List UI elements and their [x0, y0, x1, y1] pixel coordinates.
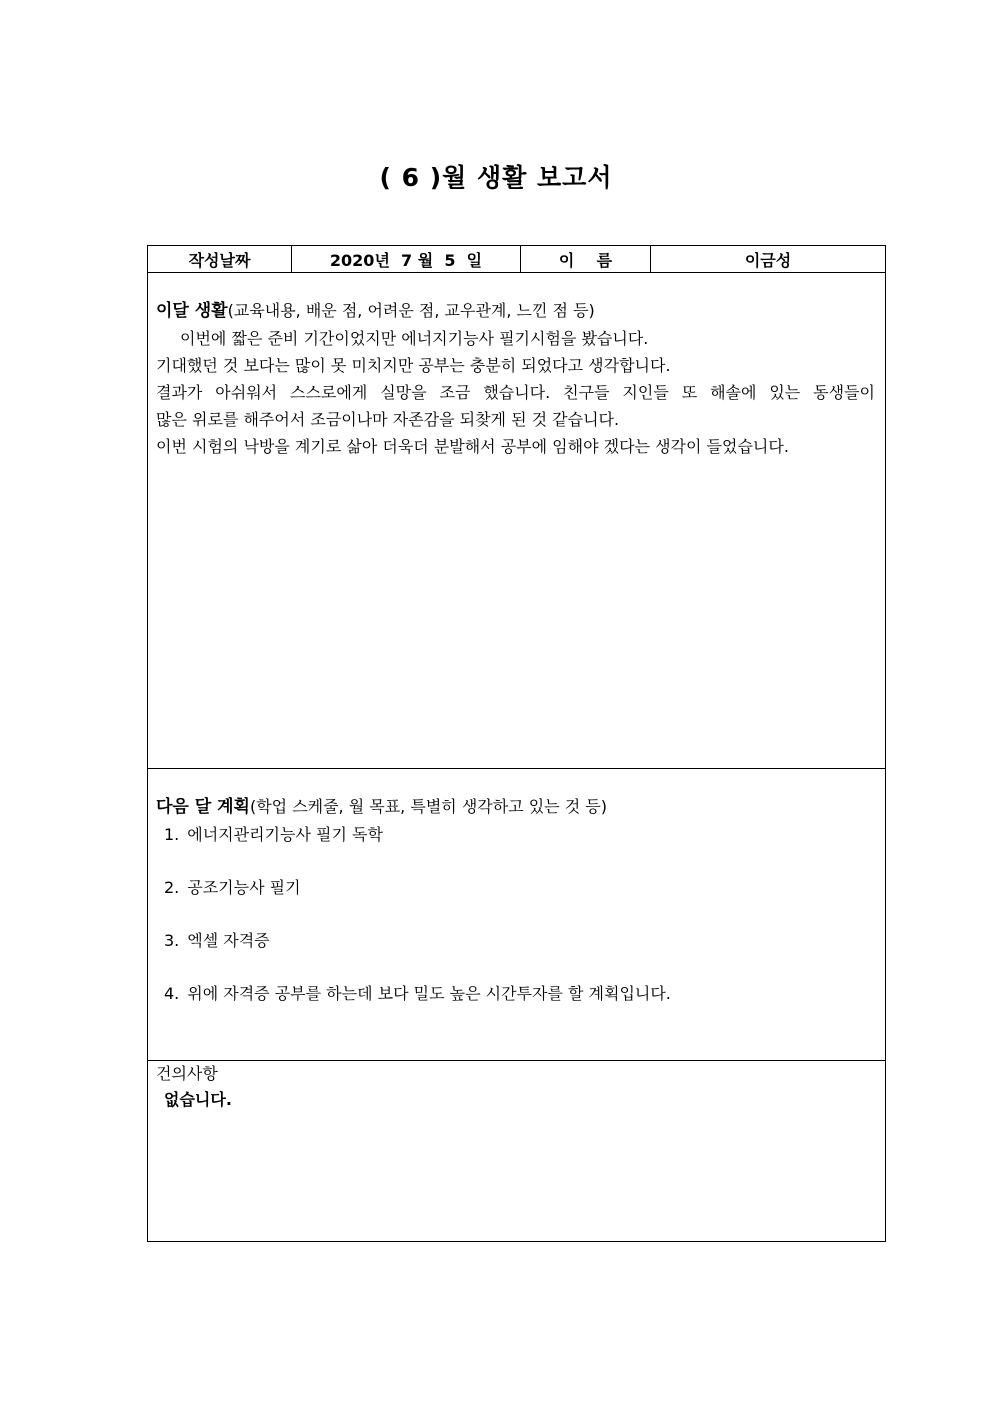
name-value: 이금성: [651, 246, 886, 273]
plan-list: [156, 821, 875, 1007]
plan-item-text: 공조기능사 필기: [187, 878, 301, 897]
report-table: [147, 245, 886, 1242]
plan-item-text: 에너지관리기능사 필기 독학: [187, 825, 383, 844]
suggestions-row: [148, 1061, 886, 1242]
next-month-section: [148, 769, 886, 1061]
this-month-line-2: 기대했던 것 보다는 많이 못 미치지만 공부는 충분히 되었다고 생각합니다.: [156, 356, 671, 375]
this-month-section: [148, 273, 886, 769]
next-month-row: [148, 769, 886, 1061]
this-month-line-5: 이번 시험의 낙방을 계기로 삶아 더욱더 분발해서 공부에 임해야 겠다는 생각이 들었습니다.: [156, 437, 789, 456]
plan-item-text: 위에 자격증 공부를 하는데 보다 밀도 높은 시간투자를 할 계획입니다.: [187, 984, 671, 1003]
this-month-heading: 이달 생활: [156, 301, 228, 321]
this-month-line-3: 결과가 아쉬워서 스스로에게 실망을 조금 했습니다. 친구들 지인들 또 해솔에 있는 동생들이: [156, 383, 875, 402]
next-month-hint: (학업 스케줄, 월 목표, 특별히 생각하고 있는 것 등): [249, 797, 607, 816]
plan-item-number: 1.: [164, 825, 180, 844]
suggestions-value: 없습니다.: [164, 1090, 232, 1109]
suggestions-section: [148, 1061, 886, 1242]
plan-item: [164, 874, 875, 901]
plan-item: [164, 980, 875, 1007]
plan-item-number: 3.: [164, 931, 180, 950]
next-month-heading: 다음 달 계획: [156, 797, 250, 817]
date-value: 2020년 7 월 5 일: [292, 246, 521, 273]
header-row: [148, 246, 886, 273]
date-label: 작성날짜: [148, 246, 292, 273]
name-label: 이 름: [521, 246, 651, 273]
plan-item-number: 4.: [164, 984, 180, 1003]
this-month-row: [148, 273, 886, 769]
plan-item-text: 엑셀 자격증: [187, 931, 270, 950]
page-title: ( 6 )월 생활 보고서: [379, 163, 613, 192]
plan-item: [164, 821, 875, 848]
this-month-line-1: 이번에 짧은 준비 기간이었지만 에너지기능사 필기시험을 봤습니다.: [180, 329, 649, 348]
plan-item: [164, 927, 875, 954]
plan-item-number: 2.: [164, 878, 180, 897]
this-month-hint: (교육내용, 배운 점, 어려운 점, 교우관계, 느낀 점 등): [227, 301, 595, 320]
suggestions-label: 건의사항: [156, 1064, 218, 1083]
this-month-line-4: 많은 위로를 해주어서 조금이나마 자존감을 되찾게 된 것 같습니다.: [156, 410, 620, 429]
